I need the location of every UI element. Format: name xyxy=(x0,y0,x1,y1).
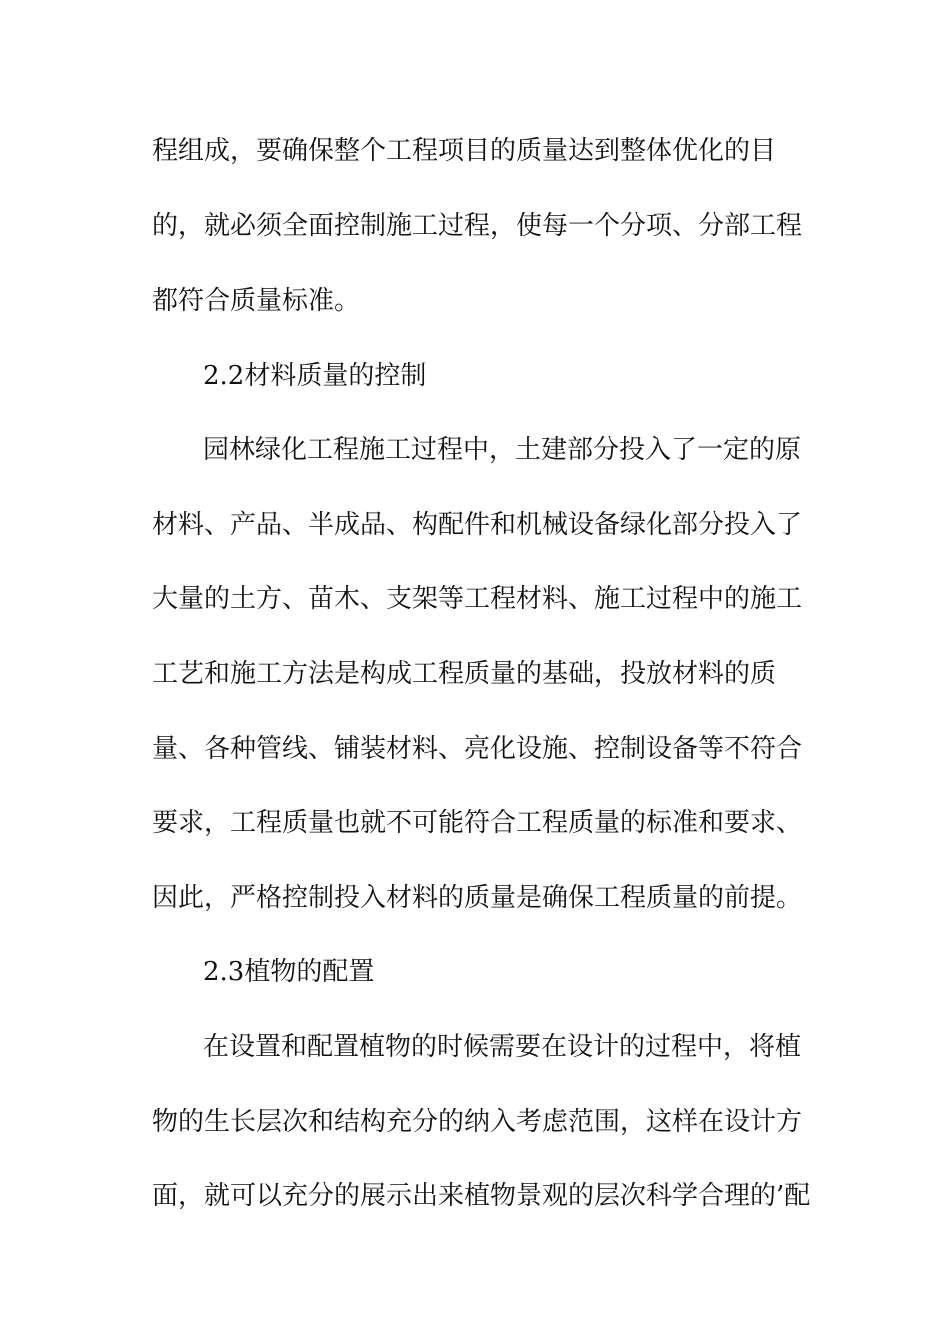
paragraph-line: 材料、产品、半成品、构配件和机械设备绿化部分投入了 xyxy=(152,510,803,540)
paragraph-line: 要求，工程质量也就不可能符合工程质量的标准和要求、 xyxy=(152,808,803,838)
paragraph-line: 的，就必须全面控制施工过程，使每一个分项、分部工程 xyxy=(152,211,803,241)
paragraph-line: 量、各种管线、铺装材料、亮化设施、控制设备等不符合 xyxy=(152,734,803,764)
section-heading-2-2: 2.2材料质量的控制 xyxy=(203,361,427,391)
paragraph-line: 在设置和配置植物的时候需要在设计的过程中，将植 xyxy=(203,1032,802,1062)
paragraph-line: 工艺和施工方法是构成工程质量的基础，投放材料的质 xyxy=(152,659,777,689)
paragraph-line: 都符合质量标准。 xyxy=(152,286,361,316)
paragraph-line: 因此，严格控制投入材料的质量是确保工程质量的前提。 xyxy=(152,883,803,913)
paragraph-line: 园林绿化工程施工过程中，土建部分投入了一定的原 xyxy=(203,435,802,465)
paragraph-line: 程组成，要确保整个工程项目的质量达到整体优化的目 xyxy=(152,136,777,166)
section-heading-2-3: 2.3植物的配置 xyxy=(203,957,375,987)
paragraph-line: 物的生长层次和结构充分的纳入考虑范围，这样在设计方 xyxy=(152,1107,803,1137)
paragraph-line: 面，就可以充分的展示出来植物景观的层次科学合理的’配 xyxy=(152,1181,811,1211)
paragraph-line: 大量的土方、苗木、支架等工程材料、施工过程中的施工 xyxy=(152,584,803,614)
